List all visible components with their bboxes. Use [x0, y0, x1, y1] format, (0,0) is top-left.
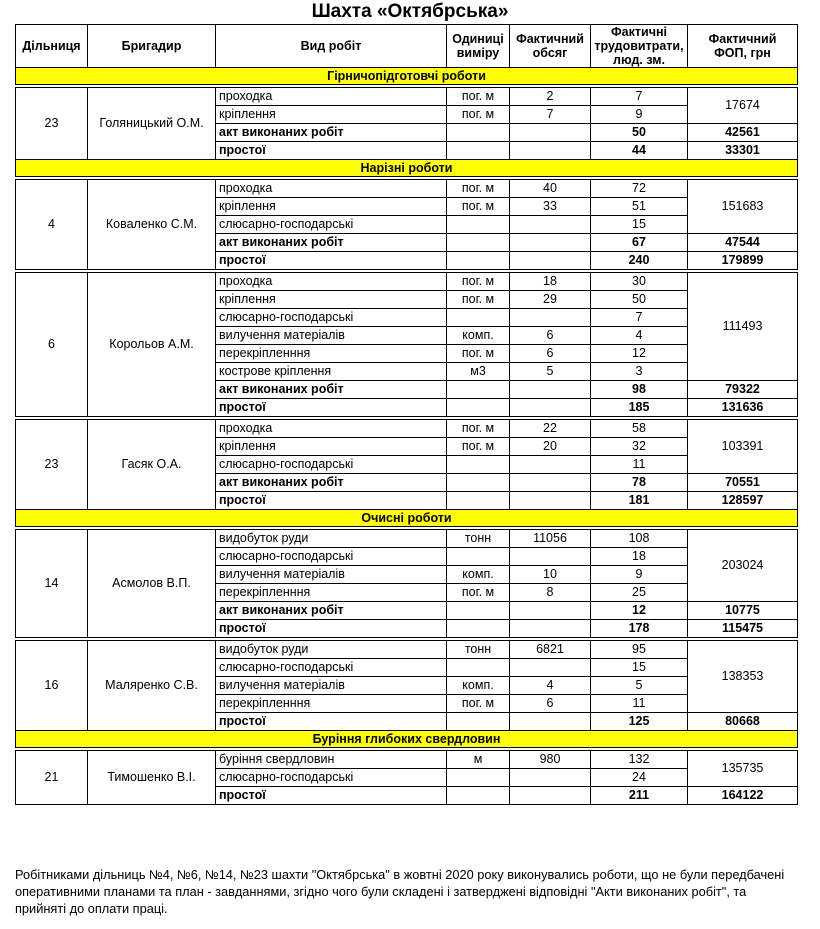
unit: пог. м	[447, 345, 510, 363]
work-type: видобуток руди	[216, 641, 447, 659]
volume	[510, 492, 591, 510]
unit: тонн	[447, 641, 510, 659]
idle-row-fop: 131636	[688, 399, 798, 417]
idle-row-label: простої	[216, 787, 447, 805]
section-header-row	[16, 160, 798, 177]
section-number: 16	[16, 641, 88, 731]
labor: 5	[591, 677, 688, 695]
idle-row-labor: 240	[591, 252, 688, 270]
idle-row-fop: 164122	[688, 787, 798, 805]
labor: 7	[591, 88, 688, 106]
unit	[447, 769, 510, 787]
volume: 6	[510, 345, 591, 363]
labor: 32	[591, 438, 688, 456]
volume: 980	[510, 751, 591, 769]
act-row-fop: 42561	[688, 124, 798, 142]
idle-row-fop: 33301	[688, 142, 798, 160]
section-number: 14	[16, 530, 88, 638]
work-type: видобуток руди	[216, 530, 447, 548]
table-body	[16, 68, 798, 805]
act-row-labor: 67	[591, 234, 688, 252]
volume	[510, 216, 591, 234]
act-row-label: акт виконаних робіт	[216, 124, 447, 142]
labor: 95	[591, 641, 688, 659]
unit: м	[447, 751, 510, 769]
idle-row-fop: 179899	[688, 252, 798, 270]
section-number: 21	[16, 751, 88, 805]
section-header-row	[16, 68, 798, 85]
volume	[510, 124, 591, 142]
volume	[510, 142, 591, 160]
idle-row-label: простої	[216, 492, 447, 510]
work-type: слюсарно-господарські	[216, 659, 447, 677]
labor: 4	[591, 327, 688, 345]
unit	[447, 787, 510, 805]
idle-row-fop: 80668	[688, 713, 798, 731]
section-header-row	[16, 510, 798, 527]
fop-total: 111493	[688, 273, 798, 381]
unit: пог. м	[447, 198, 510, 216]
volume	[510, 474, 591, 492]
unit	[447, 492, 510, 510]
labor: 72	[591, 180, 688, 198]
work-type: слюсарно-господарські	[216, 216, 447, 234]
section-number: 4	[16, 180, 88, 270]
idle-row-label: простої	[216, 252, 447, 270]
brigadier-name: Голяницький О.М.	[88, 88, 216, 160]
unit	[447, 713, 510, 731]
unit: пог. м	[447, 106, 510, 124]
header-volume: Фактичний обсяг	[510, 25, 591, 68]
labor: 15	[591, 659, 688, 677]
unit	[447, 252, 510, 270]
work-category-title: Буріння глибоких свердловин	[16, 731, 798, 748]
work-type: кріплення	[216, 106, 447, 124]
unit: пог. м	[447, 291, 510, 309]
unit	[447, 474, 510, 492]
unit: пог. м	[447, 88, 510, 106]
act-row-label: акт виконаних робіт	[216, 474, 447, 492]
idle-row-label: простої	[216, 142, 447, 160]
work-type: слюсарно-господарські	[216, 769, 447, 787]
labor: 12	[591, 345, 688, 363]
work-type: буріння свердловин	[216, 751, 447, 769]
volume: 10	[510, 566, 591, 584]
volume	[510, 381, 591, 399]
unit	[447, 659, 510, 677]
volume: 5	[510, 363, 591, 381]
volume: 6	[510, 327, 591, 345]
volume: 18	[510, 273, 591, 291]
idle-row-labor: 181	[591, 492, 688, 510]
unit: пог. м	[447, 180, 510, 198]
volume	[510, 787, 591, 805]
unit	[447, 456, 510, 474]
idle-row-labor: 44	[591, 142, 688, 160]
volume: 2	[510, 88, 591, 106]
act-row-label: акт виконаних робіт	[216, 602, 447, 620]
volume	[510, 309, 591, 327]
footnote: Робітниками дільниць №4, №6, №14, №23 шахти "Октябрська" в жовтні 2020 року виконувались роботи, що не були передбачені оперативними планами та план - завданнями, згідно чого були складені і затверджені відповідні "Акти виконаних робіт", та прийняті до оплати праці.	[15, 867, 785, 916]
idle-row-fop: 115475	[688, 620, 798, 638]
table-row	[16, 420, 798, 438]
act-row-labor: 12	[591, 602, 688, 620]
work-type: кріплення	[216, 438, 447, 456]
work-type: перекріпленння	[216, 695, 447, 713]
fop-total: 138353	[688, 641, 798, 713]
volume	[510, 620, 591, 638]
idle-row-labor: 125	[591, 713, 688, 731]
labor: 11	[591, 695, 688, 713]
work-category-title: Гірничопідготовчі роботи	[16, 68, 798, 85]
section-number: 6	[16, 273, 88, 417]
table-row	[16, 530, 798, 548]
unit: комп.	[447, 566, 510, 584]
work-type: кріплення	[216, 291, 447, 309]
volume: 7	[510, 106, 591, 124]
idle-row-label: простої	[216, 713, 447, 731]
act-row-labor: 50	[591, 124, 688, 142]
volume: 6	[510, 695, 591, 713]
volume: 33	[510, 198, 591, 216]
unit: тонн	[447, 530, 510, 548]
section-header-row	[16, 731, 798, 748]
volume	[510, 659, 591, 677]
labor: 15	[591, 216, 688, 234]
volume	[510, 399, 591, 417]
table-row	[16, 273, 798, 291]
table-row	[16, 641, 798, 659]
work-type: кріплення	[216, 198, 447, 216]
work-type: слюсарно-господарські	[216, 309, 447, 327]
volume	[510, 234, 591, 252]
brigadier-name: Маляренко С.В.	[88, 641, 216, 731]
labor: 108	[591, 530, 688, 548]
volume: 20	[510, 438, 591, 456]
work-type: кострове кріплення	[216, 363, 447, 381]
unit	[447, 309, 510, 327]
volume: 29	[510, 291, 591, 309]
header-brigadier: Бригадир	[88, 25, 216, 68]
fop-total: 17674	[688, 88, 798, 124]
fop-total: 103391	[688, 420, 798, 474]
table-row	[16, 751, 798, 769]
volume: 8	[510, 584, 591, 602]
work-type: проходка	[216, 420, 447, 438]
work-type: проходка	[216, 180, 447, 198]
idle-row-label: простої	[216, 620, 447, 638]
brigadier-name: Гасяк О.А.	[88, 420, 216, 510]
header-section: Дільниця	[16, 25, 88, 68]
unit: пог. м	[447, 273, 510, 291]
volume: 22	[510, 420, 591, 438]
header-fop: Фактичний ФОП, грн	[688, 25, 798, 68]
header-unit: Одиниці виміру	[447, 25, 510, 68]
labor: 9	[591, 106, 688, 124]
labor: 51	[591, 198, 688, 216]
act-row-label: акт виконаних робіт	[216, 381, 447, 399]
work-report-table	[15, 24, 798, 805]
unit	[447, 381, 510, 399]
section-number: 23	[16, 88, 88, 160]
table-row	[16, 180, 798, 198]
unit	[447, 399, 510, 417]
work-type: вилучення матеріалів	[216, 566, 447, 584]
labor: 30	[591, 273, 688, 291]
header-labor: Фактичні трудовитрати, люд. зм.	[591, 25, 688, 68]
work-type: перекріпленння	[216, 345, 447, 363]
work-type: слюсарно-господарські	[216, 548, 447, 566]
idle-row-label: простої	[216, 399, 447, 417]
brigadier-name: Коваленко С.М.	[88, 180, 216, 270]
volume: 40	[510, 180, 591, 198]
brigadier-name: Корольов А.М.	[88, 273, 216, 417]
labor: 9	[591, 566, 688, 584]
unit: пог. м	[447, 584, 510, 602]
act-row-label: акт виконаних робіт	[216, 234, 447, 252]
labor: 24	[591, 769, 688, 787]
idle-row-fop: 128597	[688, 492, 798, 510]
unit: комп.	[447, 327, 510, 345]
labor: 3	[591, 363, 688, 381]
act-row-labor: 78	[591, 474, 688, 492]
labor: 25	[591, 584, 688, 602]
labor: 18	[591, 548, 688, 566]
header-work-type: Вид робіт	[216, 25, 447, 68]
volume	[510, 602, 591, 620]
fop-total: 135735	[688, 751, 798, 787]
labor: 11	[591, 456, 688, 474]
unit: м3	[447, 363, 510, 381]
volume	[510, 252, 591, 270]
work-type: вилучення матеріалів	[216, 677, 447, 695]
labor: 7	[591, 309, 688, 327]
act-row-labor: 98	[591, 381, 688, 399]
labor: 132	[591, 751, 688, 769]
idle-row-labor: 178	[591, 620, 688, 638]
volume: 6821	[510, 641, 591, 659]
idle-row-labor: 185	[591, 399, 688, 417]
volume	[510, 769, 591, 787]
volume	[510, 548, 591, 566]
unit	[447, 124, 510, 142]
work-category-title: Нарізні роботи	[16, 160, 798, 177]
volume: 4	[510, 677, 591, 695]
unit	[447, 216, 510, 234]
unit: пог. м	[447, 695, 510, 713]
labor: 58	[591, 420, 688, 438]
work-type: проходка	[216, 88, 447, 106]
volume	[510, 456, 591, 474]
brigadier-name: Асмолов В.П.	[88, 530, 216, 638]
act-row-fop: 47544	[688, 234, 798, 252]
table-row	[16, 88, 798, 106]
unit: пог. м	[447, 438, 510, 456]
section-number: 23	[16, 420, 88, 510]
act-row-fop: 79322	[688, 381, 798, 399]
work-category-title: Очисні роботи	[16, 510, 798, 527]
work-type: слюсарно-господарські	[216, 456, 447, 474]
volume	[510, 713, 591, 731]
unit	[447, 234, 510, 252]
volume: 11056	[510, 530, 591, 548]
work-type: перекріпленння	[216, 584, 447, 602]
act-row-fop: 10775	[688, 602, 798, 620]
unit	[447, 548, 510, 566]
unit	[447, 620, 510, 638]
act-row-fop: 70551	[688, 474, 798, 492]
unit: комп.	[447, 677, 510, 695]
work-type: вилучення матеріалів	[216, 327, 447, 345]
unit: пог. м	[447, 420, 510, 438]
fop-total: 151683	[688, 180, 798, 234]
work-type: проходка	[216, 273, 447, 291]
labor: 50	[591, 291, 688, 309]
page-title: Шахта «Октябрська»	[311, 1, 509, 22]
header-row	[16, 25, 798, 68]
fop-total: 203024	[688, 530, 798, 602]
unit	[447, 142, 510, 160]
unit	[447, 602, 510, 620]
brigadier-name: Тимошенко В.І.	[88, 751, 216, 805]
idle-row-labor: 211	[591, 787, 688, 805]
